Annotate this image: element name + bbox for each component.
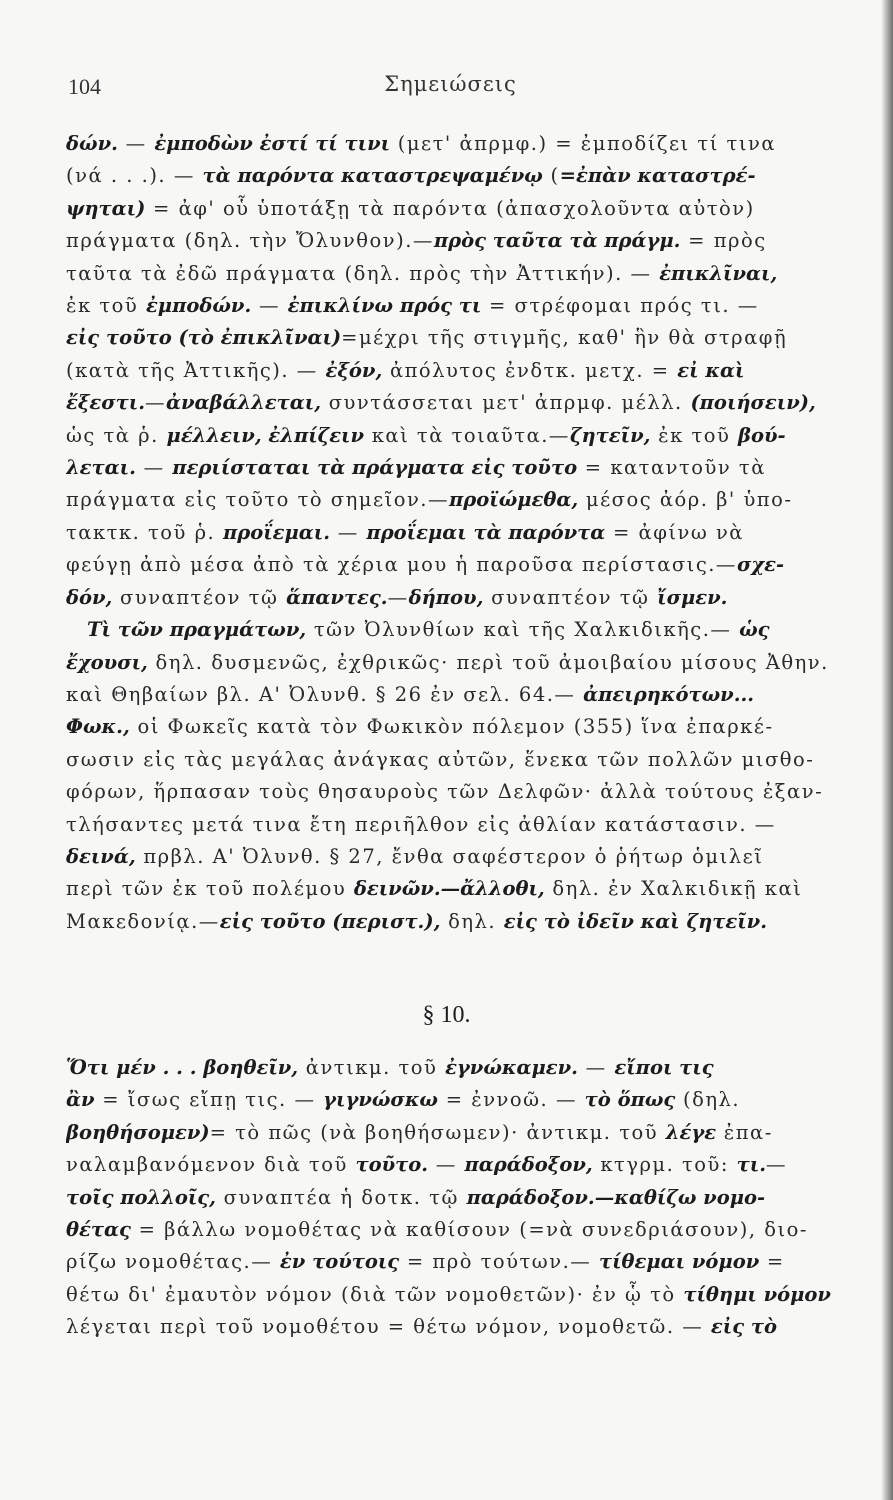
lemma-text: δεινῶν.—ἄλλοθι,: [353, 877, 545, 901]
lemma-text: δεινά,: [66, 844, 136, 868]
gloss-text: ναλαμβανόμενον διὰ τοῦ: [66, 1153, 356, 1177]
text-line: [66, 420, 846, 452]
lemma-text: παράδοξον.—καθίζω νομο-: [466, 1185, 766, 1209]
gloss-text: —: [428, 1153, 465, 1177]
lemma-text: ἐμποδών.: [145, 294, 252, 318]
lemma-text: τι.: [736, 1153, 767, 1177]
text-line: [66, 1279, 846, 1311]
lemma-text: βού-: [738, 423, 786, 447]
gloss-text: —: [144, 391, 166, 415]
lemma-text: ἀναβάλλεται,: [165, 391, 322, 415]
text-line: [66, 193, 846, 225]
text-line: [66, 1182, 846, 1214]
text-line: [66, 225, 846, 257]
lemma-text: ἴσμεν.: [657, 585, 728, 609]
page-header: [68, 70, 833, 110]
gloss-text: πράγματα εἰς τοῦτο τὸ σημεῖον.—: [66, 488, 450, 512]
lemma-text: παράδοξον,: [464, 1153, 593, 1177]
lemma-text: μέλλειν, ἐλπίζειν: [166, 423, 365, 447]
gloss-text: =μέχρι τῆς στιγμῆς, καθ' ἣν θὰ στραφῇ: [341, 326, 788, 350]
gloss-text: = ἀφ' οὗ ὑποτάξῃ τὰ παρόντα (ἀπασχολοῦντα αὐτὸν): [145, 196, 755, 220]
gloss-text: ἀντικμ. τοῦ: [298, 1056, 446, 1079]
gloss-text: = στρέφομαι πρός τι. —: [481, 294, 759, 318]
gloss-text: ἐκ τοῦ: [650, 423, 739, 447]
lemma-text: ἔχουσι,: [66, 650, 148, 674]
lemma-text: εἰς τοῦτο (περιστ.),: [219, 909, 441, 933]
lemma-text: εἰς τὸ: [710, 1315, 778, 1339]
gloss-text: (κατὰ τῆς Ἀττικῆς). —: [66, 358, 326, 382]
text-line: [66, 1149, 846, 1181]
gloss-text: τῶν Ὀλυνθίων καὶ τῆς Χαλκιδικῆς.—: [306, 618, 740, 642]
text-line: [66, 1084, 846, 1116]
lemma-text: δόν,: [66, 585, 113, 609]
gloss-text: συναπτέον τῷ: [112, 585, 287, 609]
lemma-text: προΐεμαι τὰ παρόντα: [366, 520, 606, 544]
text-line: [66, 322, 846, 354]
lemma-text: ἐξόν,: [325, 358, 383, 382]
text-line: [66, 711, 846, 743]
gloss-text: = πρὸς: [680, 229, 767, 253]
text-line: [66, 160, 846, 192]
gloss-text: (: [542, 164, 560, 188]
text-line: [66, 582, 846, 614]
gloss-text: μέσος ἀόρ. β' ὑπο-: [578, 488, 793, 512]
lemma-text: ἔξεστι.: [66, 391, 145, 415]
gloss-text: = πρὸ τούτων.—: [399, 1250, 599, 1274]
lemma-text: τοῦτο.: [355, 1153, 429, 1177]
gloss-text: σωσιν εἰς τὰς μεγάλας ἀνάγκας αὐτῶν, ἕνεκα τῶν πολλῶν μισθο-: [66, 747, 815, 771]
gloss-text: (μετ' ἀπρμφ.) = ἐμποδίζει τί τινα: [390, 132, 776, 155]
gloss-text: κτγρμ. τοῦ:: [592, 1153, 737, 1177]
text-line: [66, 841, 846, 873]
gloss-text: συναπτέον τῷ: [483, 585, 658, 609]
lemma-text: (ποιήσειν),: [690, 391, 816, 415]
text-line: [66, 906, 846, 938]
gloss-text: = ἀφίνω νὰ: [605, 520, 744, 544]
gloss-text: =: [759, 1250, 785, 1274]
text-line: [66, 809, 846, 841]
lemma-text: ἐπικλίνω πρός τι: [287, 294, 482, 318]
text-line: [66, 873, 846, 905]
gloss-text: ἐπα-: [716, 1120, 773, 1144]
gloss-text: = τὸ πῶς (νὰ βοηθήσωμεν)· ἀντικμ. τοῦ: [209, 1120, 666, 1144]
lemma-text: τὰ παρόντα καταστρεψαμένῳ: [202, 164, 543, 188]
gloss-text: —: [251, 294, 288, 318]
lemma-text: λέγε: [665, 1120, 717, 1144]
gloss-text: —: [135, 456, 173, 480]
gloss-text: δηλ.: [440, 909, 504, 933]
lemma-text: ἂν: [66, 1088, 95, 1112]
commentary-block-1: [66, 128, 846, 938]
lemma-text: ἐγνώκαμεν.: [445, 1056, 578, 1079]
gloss-text: καὶ Θηβαίων βλ. Α' Ὀλυνθ. § 26 ἐν σελ. 64.—: [66, 682, 584, 706]
lemma-text: ἐν τούτοις: [279, 1250, 400, 1274]
gloss-text: [66, 618, 87, 641]
lemma-text: δήπου,: [408, 585, 484, 609]
gloss-text: = ἴσως εἴπῃ τις. —: [94, 1088, 324, 1112]
text-line: [66, 776, 846, 808]
commentary-block-2: [66, 1052, 846, 1344]
lemma-text: ἐμποδὼν ἐστί τί τινι: [154, 132, 391, 155]
lemma-text: προΐεμαι.: [222, 520, 331, 544]
gloss-text: οἱ Φωκεῖς κατὰ τὸν Φωκικὸν πόλεμον (355) ἵνα ἐπαρκέ-: [129, 715, 774, 739]
gloss-text: —: [117, 132, 155, 155]
page-number: 104: [68, 74, 101, 99]
lemma-text: τίθεμαι νόμον: [598, 1250, 760, 1274]
lemma-text: εἰς τοῦτο (τὸ ἐπικλῖναι): [66, 326, 342, 350]
page-edge-shadow: [881, 0, 893, 1500]
gloss-text: περὶ τῶν ἐκ τοῦ πολέμου: [66, 877, 354, 901]
lemma-text: ἅπαντες.: [286, 585, 388, 609]
lemma-text: λεται.: [66, 456, 136, 480]
text-line: [66, 452, 846, 484]
lemma-text: =ἐπὰν καταστρέ-: [559, 164, 756, 188]
lemma-text: τὸ ὅπως: [584, 1088, 676, 1112]
text-line: [66, 1311, 846, 1343]
text-line: [66, 258, 846, 290]
text-line: [66, 1052, 846, 1084]
lemma-text: προϊώμεθα,: [449, 488, 579, 512]
text-line: [66, 1246, 846, 1278]
gloss-text: = βάλλω νομοθέτας νὰ καθίσουν (=νὰ συνεδριάσουν), διο-: [130, 1218, 809, 1242]
gloss-text: ὡς τὰ ῥ.: [66, 423, 167, 447]
gloss-text: δηλ. ἐν Χαλκιδικῇ καὶ: [544, 877, 803, 901]
text-line: [66, 290, 846, 322]
text-line: [66, 549, 846, 581]
lemma-text: ἐπικλῖναι,: [659, 261, 778, 285]
lemma-text: βοηθήσομεν): [66, 1120, 210, 1144]
text-line: [66, 1117, 846, 1149]
gloss-text: τακτκ. τοῦ ῥ.: [66, 520, 223, 544]
gloss-text: καὶ τὰ τοιαῦτα.—: [364, 423, 570, 447]
lemma-text: θέτας: [66, 1218, 131, 1242]
gloss-text: φεύγῃ ἀπὸ μέσα ἀπὸ τὰ χέρια μου ἡ παροῦσα περίστασις.—: [66, 553, 737, 577]
gloss-text: —: [577, 1056, 615, 1079]
section-heading: § 10.: [422, 1002, 471, 1028]
text-line: [66, 355, 846, 387]
gloss-text: ταῦτα τὰ ἐδῶ πράγματα (δηλ. πρὸς τὴν Ἀττικήν). —: [66, 261, 660, 285]
gloss-text: πρβλ. Α' Ὀλυνθ. § 27, ἔνθα σαφέστερον ὁ ῥήτωρ ὁμιλεῖ: [135, 844, 764, 868]
lemma-text: περιίσταται τὰ πράγματα εἰς τοῦτο: [172, 456, 578, 480]
lemma-text: εἰ καὶ: [677, 358, 745, 382]
gloss-text: Μακεδονίᾳ.—: [66, 909, 220, 933]
gloss-text: δηλ. δυσμενῶς, ἐχθρικῶς· περὶ τοῦ ἀμοιβαίου μίσους Ἀθην.: [147, 650, 829, 674]
gloss-text: —: [766, 1153, 788, 1177]
lemma-text: τίθημι νόμον: [683, 1282, 831, 1306]
text-line: [66, 647, 846, 679]
lemma-text: ἀπειρηκότων...: [583, 682, 755, 706]
gloss-text: πράγματα (δηλ. τὴν Ὄλυνθον).—: [66, 229, 434, 253]
lemma-text: Ὅτι μέν . . . βοηθεῖν,: [66, 1056, 299, 1079]
gloss-text: τλήσαντες μετά τινα ἔτη περιῆλθον εἰς ἀθλίαν κατάστασιν. —: [66, 812, 776, 836]
gloss-text: ρίζω νομοθέτας.—: [66, 1250, 280, 1274]
text-line: [66, 484, 846, 516]
lemma-text: δών.: [66, 132, 118, 155]
gloss-text: φόρων, ἥρπασαν τοὺς θησαυροὺς τῶν Δελφῶν· ἀλλὰ τούτους ἐξαν-: [66, 780, 824, 804]
gloss-text: (δηλ.: [675, 1088, 741, 1112]
lemma-text: σχε-: [736, 553, 785, 577]
text-line: [66, 614, 846, 646]
gloss-text: συντάσσεται μετ' ἀπρμφ. μέλλ.: [321, 391, 691, 415]
lemma-text: τοῖς πολλοῖς,: [66, 1185, 216, 1209]
lemma-text: ὡς: [739, 618, 770, 642]
gloss-text: —: [330, 520, 367, 544]
lemma-text: Τὶ τῶν πραγμάτων,: [87, 618, 307, 642]
gloss-text: = καταντοῦν τὰ: [577, 456, 766, 480]
lemma-text: Φωκ.,: [66, 715, 130, 739]
lemma-text: ψηται): [66, 196, 146, 220]
lemma-text: γιγνώσκω: [323, 1088, 438, 1112]
gloss-text: συναπτέα ἡ δοτκ. τῷ: [215, 1185, 467, 1209]
gloss-text: ἐκ τοῦ: [66, 294, 146, 318]
gloss-text: ἀπόλυτος ἐνδτκ. μετχ. =: [382, 358, 678, 382]
lemma-text: ζητεῖν,: [569, 423, 651, 447]
lemma-text: εἴποι τις: [614, 1056, 714, 1079]
text-line: [66, 744, 846, 776]
gloss-text: = ἐννοῶ. —: [438, 1088, 585, 1112]
gloss-text: —: [387, 585, 409, 609]
text-line: [66, 128, 846, 160]
gloss-text: (νά . . .). —: [66, 164, 203, 188]
text-line: [66, 387, 846, 419]
text-line: [66, 679, 846, 711]
text-line: [66, 1214, 846, 1246]
lemma-text: εἰς τὸ ἰδεῖν καὶ ζητεῖν.: [503, 909, 767, 933]
gloss-text: θέτω δι' ἐμαυτὸν νόμον (διὰ τῶν νομοθετῶν)· ἐν ᾧ τὸ: [66, 1282, 684, 1306]
lemma-text: πρὸς ταῦτα τὰ πράγμ.: [433, 229, 681, 253]
gloss-text: λέγεται περὶ τοῦ νομοθέτου = θέτω νόμον, νομοθετῶ. —: [66, 1315, 711, 1339]
running-title: Σημειώσεις: [384, 72, 517, 96]
text-line: [66, 517, 846, 549]
